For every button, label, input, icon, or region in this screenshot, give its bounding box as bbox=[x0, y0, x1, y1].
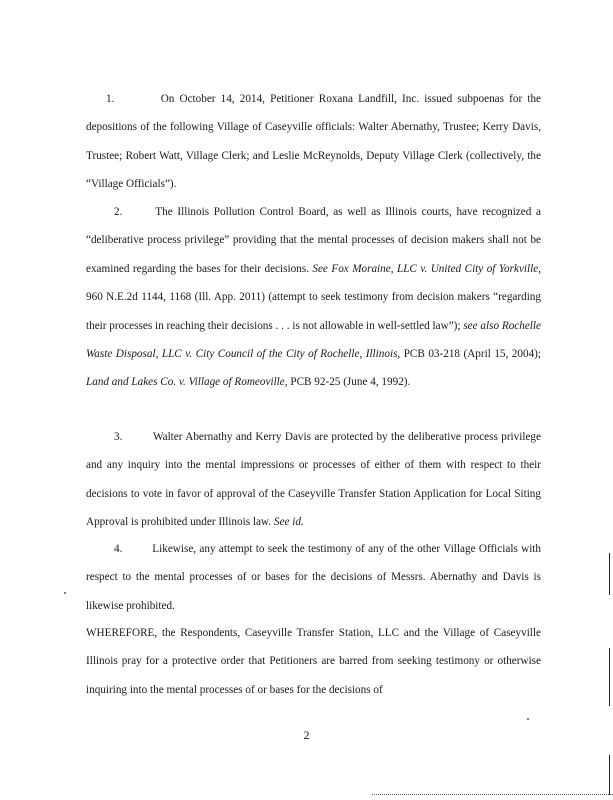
paragraph-3 bbox=[86, 423, 541, 537]
scan-bottom-line bbox=[372, 794, 613, 795]
scan-margin-mark bbox=[609, 553, 610, 595]
paragraph-text: , 960 N.E.2d 1144, 1168 (Ill. App. 2011) (attempt to seek testimony from decision makers “regarding their processes in reaching their decisions . . . is not allowable in well-settled law”); bbox=[86, 262, 542, 332]
citation-signal: See bbox=[312, 262, 328, 275]
paragraph-text: , PCB 03-218 (April 15, 2004); bbox=[397, 348, 541, 361]
paragraph-text: WHEREFORE, the Respondents, Caseyville Transfer Station, LLC and the Village of Caseyville Illinois pray for a protective order that Petitioners are barred from seeking testimony or otherwise inquiring into the mental processes of or bases for the decisions of bbox=[86, 627, 541, 696]
paragraph-text: Walter Abernathy and Kerry Davis are protected by the deliberative process privilege and any inquiry into the mental impressions or processes of either of them with respect to their decisions to vote in favor of approval of the Caseyville Transfer Station Application for Local Siting Approval is prohibited under Illinois law. bbox=[86, 431, 541, 529]
paragraph-number: 4. bbox=[114, 543, 123, 555]
page-number: 2 bbox=[303, 728, 310, 742]
case-name: see also Rochelle Waste Disposal, LLC v. City Council of the City of Rochelle, Illinois bbox=[86, 319, 541, 361]
wherefore-paragraph bbox=[86, 619, 541, 704]
paragraph-number: 3. bbox=[114, 431, 123, 443]
case-name: Fox Moraine, LLC v. United bbox=[331, 262, 462, 275]
paragraph-1 bbox=[86, 85, 541, 199]
scan-speck bbox=[64, 592, 66, 594]
paragraph-4 bbox=[86, 535, 541, 620]
paragraph-text: , PCB 92-25 (June 4, 1992). bbox=[284, 376, 411, 389]
paragraph-number: 2. bbox=[114, 206, 123, 218]
case-name: Land and Lakes Co. v. Village of Romeoville bbox=[86, 376, 285, 389]
paragraph-2 bbox=[86, 198, 541, 397]
paragraph-number: 1. bbox=[106, 93, 115, 105]
scan-speck bbox=[527, 718, 529, 720]
case-name: City of Yorkville bbox=[464, 262, 539, 275]
scan-margin-mark bbox=[609, 648, 610, 706]
scan-margin-mark bbox=[609, 755, 610, 795]
paragraph-text: On October 14, 2014, Petitioner Roxana Landfill, Inc. issued subpoenas for the depositions of the following Village of Caseyville officials: Walter Abernathy, Trustee; Kerry Davis, Trustee; Robert Watt, Village Clerk; and Leslie McReynolds, Deputy Village Clerk (collectively, the “Village Officials”). bbox=[86, 93, 541, 191]
paragraph-text: The Illinois Pollution Control Board, as well as Illinois courts, have recognized a “deliberative process privilege” providing that the mental processes of decision makers shall not be examined regarding the bases for their decisions. bbox=[86, 206, 541, 275]
paragraph-text: Likewise, any attempt to seek the testimony of any of the other Village Officials with respect to the mental processes of or bases for the decisions of Messrs. Abernathy and Davis is likewise prohibited. bbox=[86, 543, 542, 612]
citation: See id. bbox=[273, 516, 304, 529]
